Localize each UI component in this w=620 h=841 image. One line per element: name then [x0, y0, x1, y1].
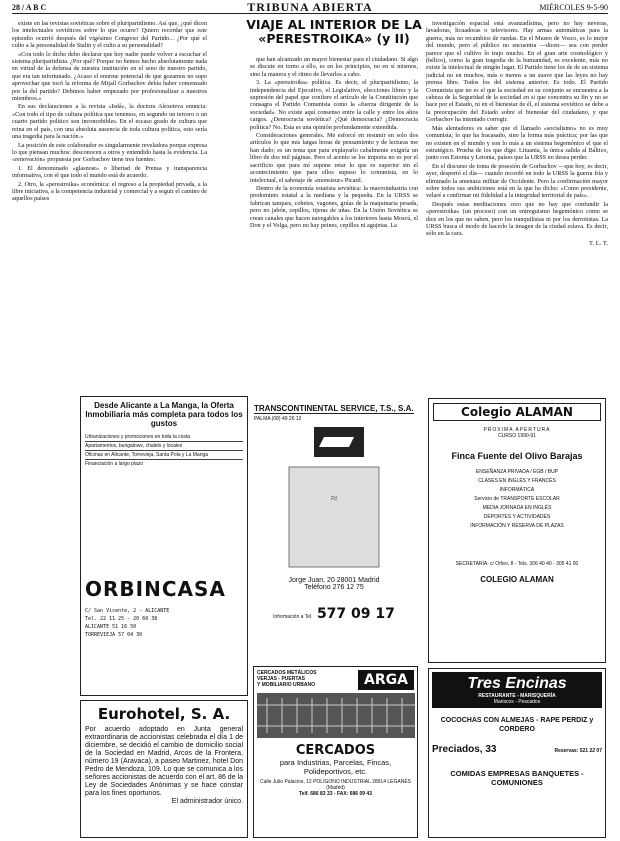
svg-text:≈: ≈: [330, 491, 338, 505]
alaman-footer: COLEGIO ALAMAN: [480, 575, 554, 584]
orbincasa-contact: ALICANTE 51 16 50: [85, 624, 137, 630]
tresencinas-brand: Tres Encinas: [467, 675, 567, 692]
section-title: TRIBUNA ABIERTA: [247, 0, 373, 14]
tresencinas-sub: RESTAURANTE - MARISQUERÍA: [478, 693, 556, 699]
alaman-item: Servicio de TRANSPORTE ESCOLAR: [474, 496, 560, 502]
orbincasa-detail: Oficinas en Alicante, Torrevieja, Santa Pola y La Manga: [85, 452, 209, 458]
alaman-sub2: CURSO 1990-91: [498, 433, 536, 439]
alaman-sub: PROXIMA APERTURA: [483, 427, 551, 433]
orbincasa-headline: Desde Alicante a La Manga, la Oferta Inmobiliaria más completa para todos los gustos: [85, 401, 243, 428]
transcontinental-info: Información a Tel.: [273, 614, 313, 620]
orbincasa-contact: C/ San Vicente, 2 - ALICANTE: [85, 608, 170, 614]
arga-line2: VERJAS - PUERTAS: [257, 676, 305, 682]
tresencinas-reserve: Reservas: 521 22 07: [554, 748, 602, 754]
orbincasa-detail: Financiación a largo plazo: [85, 461, 144, 467]
paragraph: que han alcanzado un mayor bienestar para el ciudadano. Si algo se discute en torno a ello, es en los principios, no en sí mismos, sino la manera y el ritmo de llevarlos a cabo.: [250, 56, 418, 78]
tresencinas-sub2: Mariscos - Pescados: [493, 699, 541, 705]
paragraph: Dentro de la economía estatista soviética: la macroindustria con predominio estatal a la mediana y la pequeña. En la URSS se fabrican tanques, cohetes, vagones, grúas de la maquinaria pesada, pero no jabón, cepillos, tijeras de uñas. En la Unión Soviética se crean canales que hacen navegables a los interiores hasta Moscú, el Don y el Volga, pero no hay peines, cepillos ni agujetas. La: [250, 184, 418, 229]
alaman-title: Colegio ALAMAN: [433, 403, 601, 421]
paragraph: En el discurso de toma de posesión de Gorbachov —que hoy, es decir, ayer, despertó el día— cuando recordó en todo la URSS la guerra fría y eliminado la amenaza militar de Occidente. Pero la confirmación mayor sobre todos sus ambiciones está en la que ha dicho: «Como presidente, velaré a confirmar mi fidelidad a la integridad territorial de país».: [426, 162, 608, 200]
alaman-item: DEPORTES Y ACTIVIDADES: [483, 514, 551, 520]
alaman-item: CLASES EN INGLÉS Y FRANCÉS: [478, 478, 556, 484]
alaman-item: INFORMÁTICA: [499, 487, 535, 493]
paragraph: «Con todo lo dicho debo declarar que hoy nadie puede volver a escuchar el sistema pluripartidista. ¿Por qué? Porque no hemos hecho absolutamente nada en virtud de la defensa de nuestra institución en el seno de nuestro partido, que era tan infortunado. ¿Acaso el enorme potencial de que gozamos no supo aprovechar que tocó la reforma de Mijaíl Gorbachov debía haber comenzado por la del partido? Debimos haber empezado por profesionalizar a nuestros miembros.»: [12, 50, 207, 103]
article-column-1: [12, 20, 207, 382]
transcontinental-ad: [250, 400, 418, 662]
tresencinas-address: Preciados, 33: [432, 744, 497, 755]
alaman-location: Finca Fuente del Olivo Barajas: [451, 451, 583, 461]
transcontinental-address: Jorge Juan, 20 28001 Madrid: [288, 577, 380, 584]
transcontinental-logo-graphic: [254, 422, 414, 572]
orbincasa-brand: ORBINCASA: [85, 577, 226, 601]
arga-phone: Telf. 686 83 33 - FAX: 686 09 43: [298, 791, 372, 797]
alaman-item: ENSEÑANZA PRIVADA / EGB / BUP: [475, 469, 559, 475]
tresencinas-footer: COMIDAS EMPRESAS BANQUETES - COMUNIONES: [450, 769, 584, 787]
arga-fence-graphic: [257, 693, 415, 738]
alaman-address: SECRETARÍA: c/ Orfeo, 8 - Tels. 306 40 40 - 305 41 00: [455, 561, 579, 567]
paragraph: Más alentadores es saber que el llamado «socialismo» no es muy comunista; lo que ha fracasado, sino la forma más práctica; por las que no existen en el mundo y son lo más a un sistema hegemónico el que el estratégico. Prueba de los que digo: Lituania, la única salida al Báltico, junto con Estonia y Letonia, países que la URSS no desea perder.: [426, 124, 608, 162]
alaman-ad: [428, 398, 606, 663]
alaman-item: MEDIA JORNADA EN INGLÉS: [482, 505, 552, 511]
article-signature: T. L. T.: [589, 239, 608, 247]
page-number: 28 / A B C: [12, 3, 47, 12]
orbincasa-detail: Urbanizaciones y promociones en toda la costa: [85, 434, 191, 440]
article-title: VIAJE AL INTERIOR DE LA «PERESTROIKA» (y II): [246, 17, 422, 46]
transcontinental-name: TRANSCONTINENTAL SERVICE, T.S., S.A.: [254, 404, 414, 413]
tresencinas-ad: [428, 668, 606, 838]
transcontinental-phone: Teléfono 276 12 75: [304, 584, 364, 591]
arga-address: Calle Julio Palacios, 12 POLÍGONO INDUSTRIAL 28914 LEGANÉS (Madrid): [260, 779, 411, 791]
paragraph: En sus declaraciones a la revista «Isdá», la doctora Alexeieva enuncia: «Con todo el tipo de cultura política que tenemos, en segundo un tercero o un cuarto partido político son inconcebibles. En el escaso grado de cultura que reina en el país, con una absoluta ausencia de toda cultura política, esto sería una tragedia para la nación.»: [12, 103, 207, 141]
tresencinas-dishes: COCOCHAS CON ALMEJAS - RAPE PERDIZ y CORDERO: [440, 717, 594, 733]
orbincasa-contact: TORREVIEJA 57 04 30: [85, 632, 143, 638]
paragraph: existe en las revistas soviéticas sobre el pluripartidismo. Así que, ¿qué dicen los intelectuales soviéticos sobre lo que ocurre? Quiero recordar que este episodio ocurrió después del vigésimo Congreso del Partido... ¿Por qué el culto a la personalidad de Stalin y el culto a su personalidad?: [12, 20, 207, 50]
article-column-3: [426, 20, 608, 382]
orbincasa-contact: Tel. 22 11 25 - 20 60 38: [85, 616, 158, 622]
article-column-2: [250, 56, 418, 418]
alaman-item: INFORMACIÓN Y RESERVA DE PLAZAS: [470, 523, 564, 529]
eurohotel-name: Eurohotel, S. A.: [97, 705, 231, 723]
eurohotel-sign: El administrador único.: [171, 798, 243, 805]
paragraph: Consideraciones generales. Me esforcé en resumir en solo dos artículos lo que mis largas horas de pensamiento y de lecturas me han dado; es un tema que para explayarlo cabalmente exigiría un libro de dos mil páginas. Pero el acento se los importa no es por el sacrificio que para mí supone retar lo que es superior sin el acontecimiento que para ellos supuso lo comunista, en lo intelectual, el sabotaje de «monsieur» Picard.: [250, 132, 418, 184]
paragraph: 1. El denominado «glasnost» o libertad de Prensa y transparencia informativa, con el que todo el mundo está de acuerdo.: [12, 164, 207, 180]
arga-ad: [253, 666, 418, 838]
issue-date: MIÉRCOLES 9-5-90: [539, 3, 608, 12]
arga-line3: Y MOBILIARIO URBANO: [257, 682, 315, 688]
transcontinental-sub: PALMA (08) 49 26 12: [254, 416, 302, 422]
paragraph: 3. La «perestroika» política. Es decir, el pluripartidismo, la independencia del Ejecutivo, el Legislativo, elecciones libres y la supresión del papel que confiere el artículo de la Constitución que consagra el Partido Comunista como la «fuerza dirigente de la sociedad». No existe aquí consenso entre la calle y entre los altos cargos. ¿Democracia soviética? ¿Qué democracia? ¿Democracia política? No. Esta es una opinión profundamente extendida.: [250, 79, 418, 131]
paragraph: 2. Otro, la «perestroika» económica: el regreso a la propiedad privada, a la libre iniciativa, a la competencia industrial y comercial y a seguir el camino de aquellos países: [12, 180, 207, 203]
paragraph: investigación espacial está avanzadísima, pero no hay neveras, lavadoras, licuadoras o televisores. Hay armas automáticas para la guerra, más no recambios de ruedas. En el Museo de Vosco, es lo mejor del mundo, pero el público no encuentra —dicen— sea con perder parece que el cultivo lo trajo mucho. En el gran arte cosmológico y (bélico), como la gran tragedia de la humanidad, es excelente, más no existe la intelectual de ningún lugar. El Partido tiene los de de un sistema judicial no en muchos, más o menos a un suave que las leyes no hay prensa libre. Todos los del sistema anterior. Es todo. El Partido Comunista que no es el que la sociedad en su conjunto se encuentra a la cabeza de la Seguridad de la sociedad en si que concentra su fin y no se hace por el Estado, ni en el bienestar de él, el sistema soviético se debe a la preocupación del Estado sobre el bienestar del ciudadano, y que Gorbachov ha intentado corregir.: [426, 20, 608, 124]
eurohotel-body: Por acuerdo adoptado en Junta general extraordinaria de accionistas celebrada el día 1 de diciembre, se decidió el cambio de domicilio social de la Sociedad en Madrid, Arcos de la Frontera, número 19 (Aravaca), a paseo Martinez, hotel Don Pedro de Mendoza, 109. Lo que se comunica a los señores accionistas de acuerdo con el art. 86 de la Ley de Sociedades Anónimas y se hace constar para los fines oportunos.: [85, 726, 243, 797]
paragraph: Después estas meditaciones creo que no hay que confundir la «perestroika» (un proceso) con un entreguismo hegemónico como se dice en los que no saben, pero los tranquilistas ni por los derrotistas. La URSS busca el modo de hacerlo la imagen de la ciudad eslava. Es decir, sólo en la cara.: [426, 200, 608, 238]
orbincasa-ad: [80, 396, 248, 696]
arga-title: CERCADOS: [295, 743, 376, 758]
orbincasa-detail: Apartamentos, bungalows, chalets y locales: [85, 443, 183, 449]
page-header: [12, 0, 608, 14]
paragraph: La posición de este colaborador es singularmente reveladora porque expresa lo que piensan muchos: desconocen a otros y entendido hasta la evidencia. La «renovación» propuesta por Gorbachov tiene tres fuentes:: [12, 141, 207, 164]
arga-line1: CERCADOS METÁLICOS: [257, 670, 317, 676]
arga-body: para Industrias, Parcelas, Fincas, Polideportivos, etc.: [279, 758, 392, 776]
transcontinental-info-phone: 577 09 17: [316, 606, 395, 622]
arga-logo: ARGA: [358, 670, 414, 690]
eurohotel-ad: [80, 700, 248, 838]
